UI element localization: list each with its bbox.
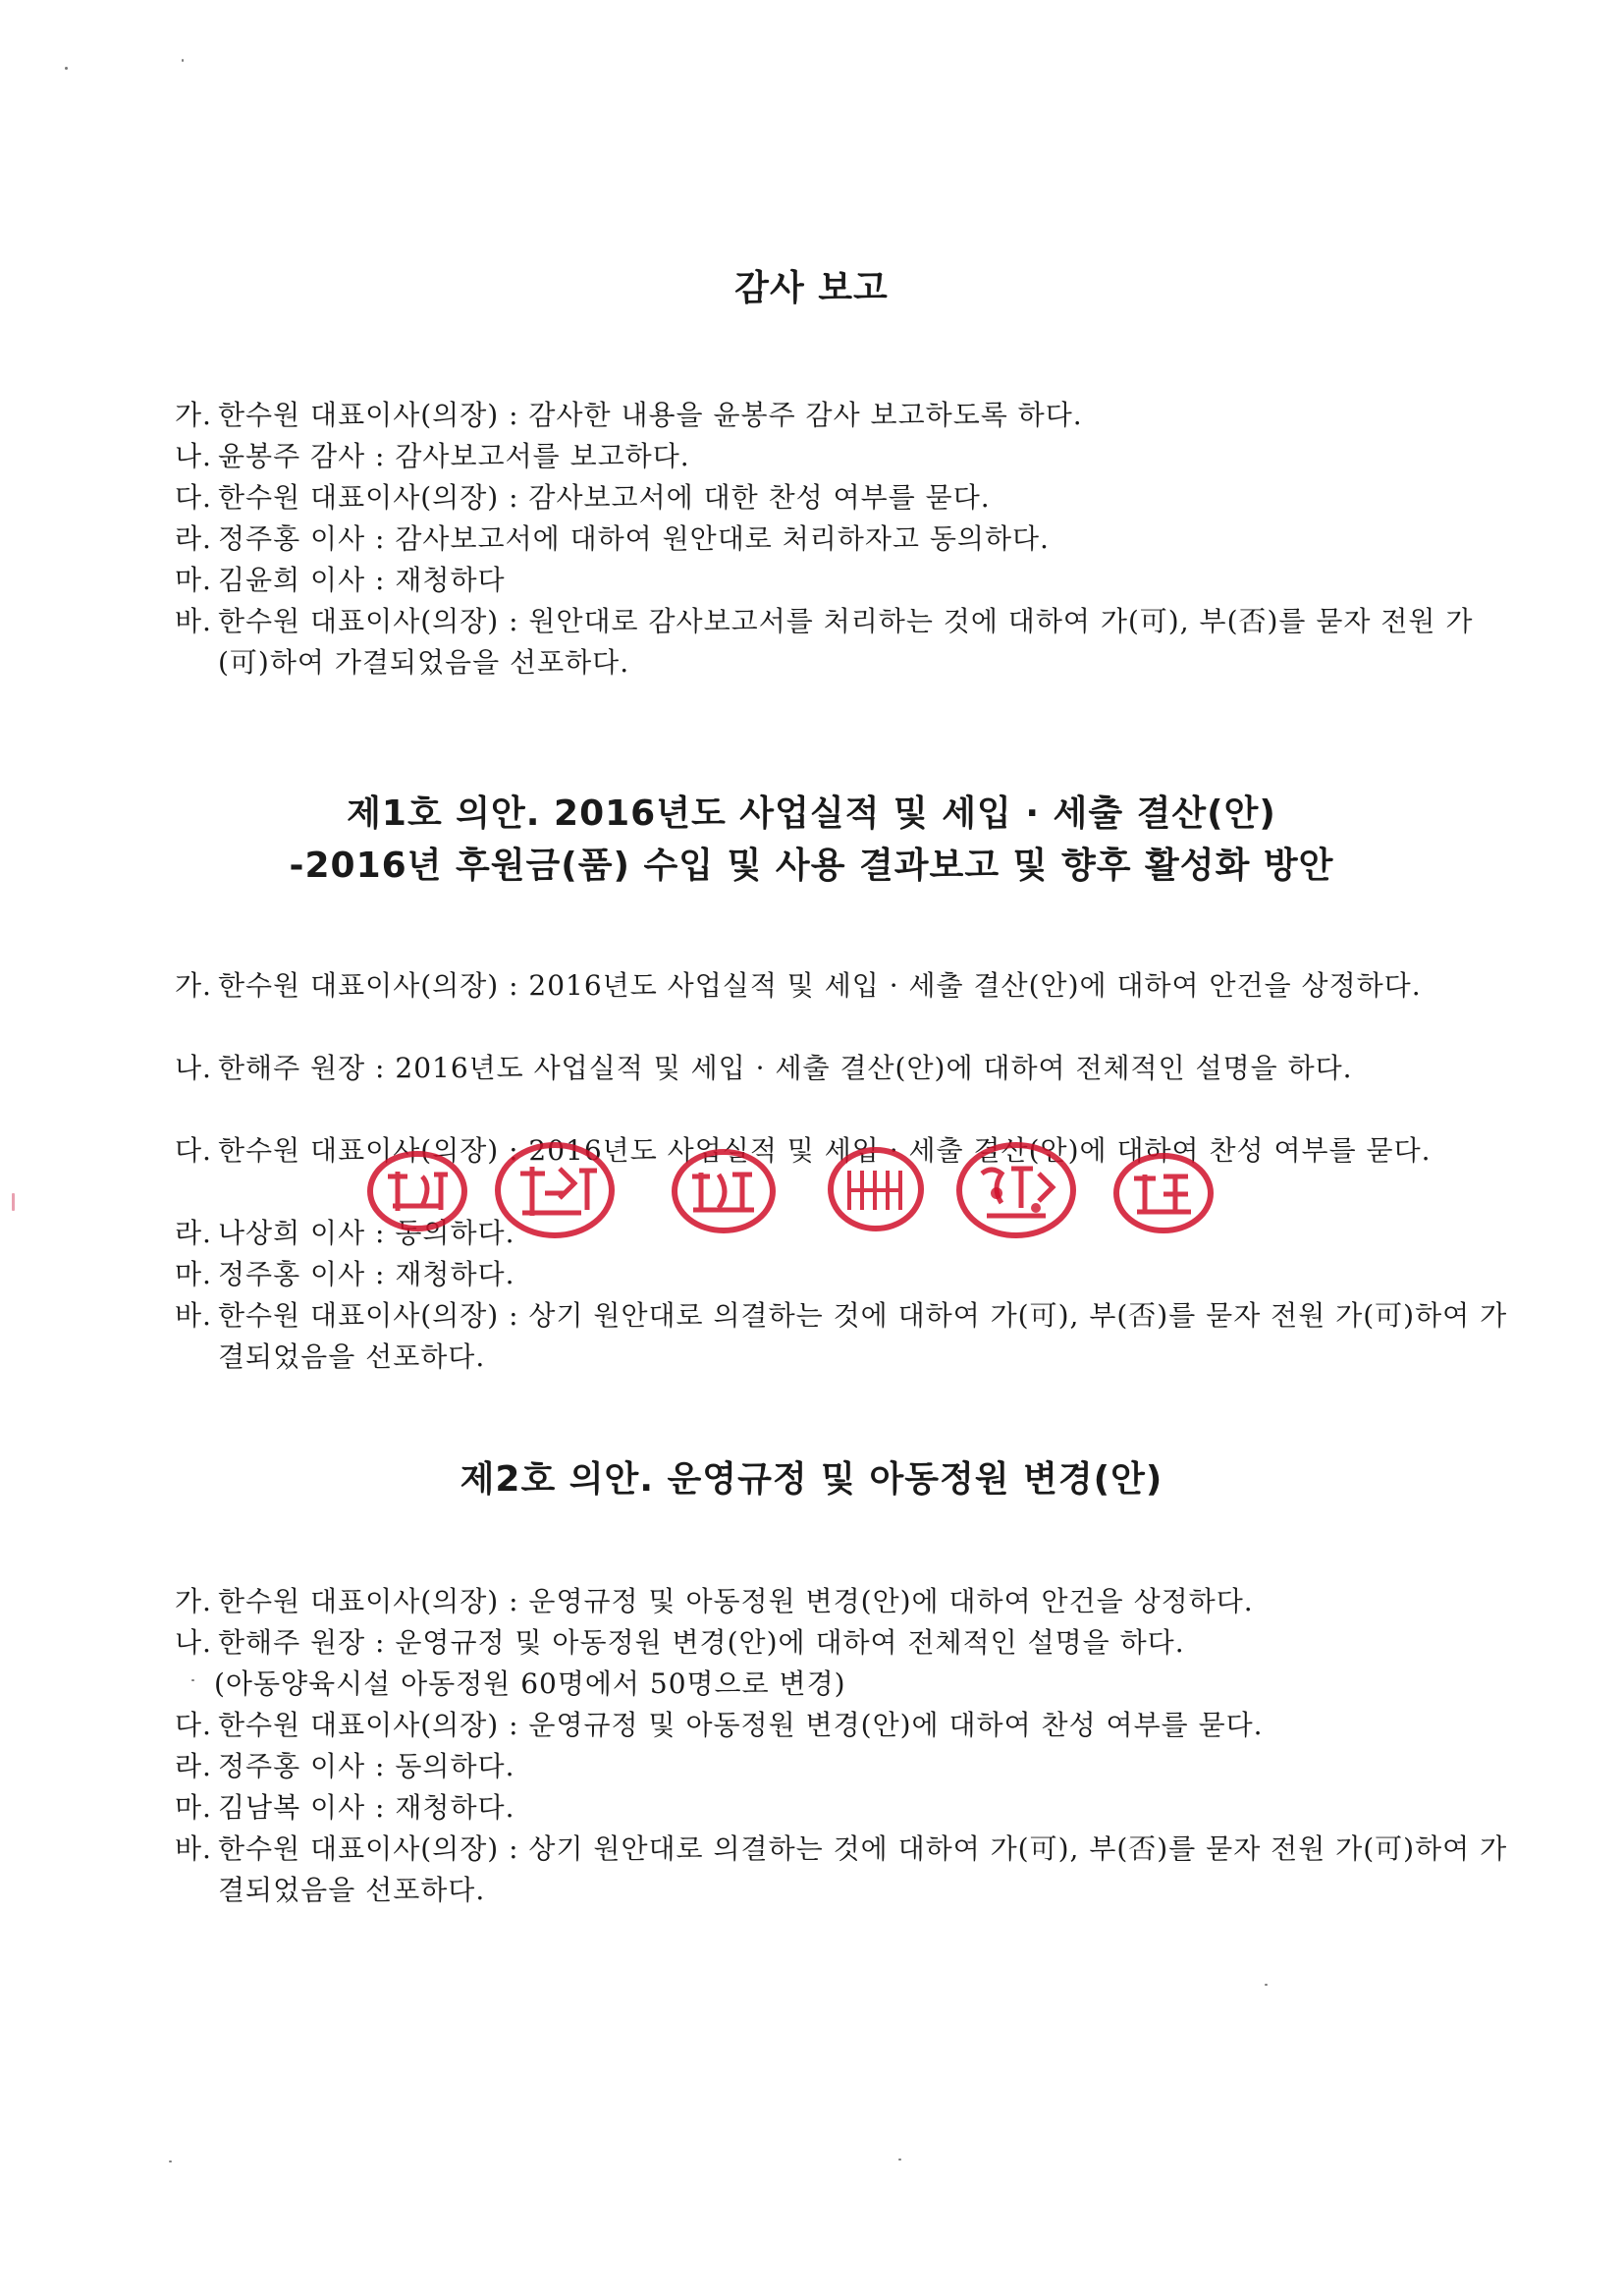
item-text: 한수원 대표이사(의장) : 상기 원안대로 의결하는 것에 대하여 가(可), 부(否)를 묻자 전원 가(可)하여 가결되었음을 선포하다. — [218, 1299, 1508, 1373]
audit-item-na — [175, 436, 1524, 477]
item-text: 한해주 원장 : 운영규정 및 아동정원 변경(안)에 대하여 전체적인 설명을 하다. — [218, 1626, 1185, 1659]
agenda1-item-ma — [175, 1254, 1524, 1295]
item-marker: 다. — [175, 1134, 212, 1167]
scan-speck — [12, 1193, 15, 1211]
item-marker: 라. — [175, 1217, 212, 1249]
seal-stamp-1 — [363, 1147, 471, 1235]
agenda1-item-na — [175, 1048, 1524, 1089]
item-marker: 나. — [175, 440, 212, 472]
audit-section-title: 감사 보고 — [734, 268, 889, 308]
audit-item-ba — [175, 601, 1524, 683]
item-text: 정주홍 이사 : 동의하다. — [218, 1750, 515, 1782]
item-text: 한수원 대표이사(의장) : 2016년도 사업실적 및 세입 · 세출 결산(안)에 대하여 찬성 여부를 묻다. — [218, 1134, 1432, 1167]
item-marker: 가. — [175, 1585, 212, 1617]
item-marker: 라. — [175, 1750, 212, 1782]
item-text: 정주홍 이사 : 감사보고서에 대하여 원안대로 처리하자고 동의하다. — [218, 522, 1050, 555]
item-marker: 마. — [175, 564, 212, 596]
item-marker: 나. — [175, 1052, 212, 1084]
audit-item-ra — [175, 519, 1524, 560]
agenda2-title: 제2호 의안. 운영규정 및 아동정원 변경(안) — [460, 1459, 1163, 1500]
agenda1-title-line2: -2016년 후원금(품) 수입 및 사용 결과보고 및 향후 활성화 방안 — [289, 846, 1334, 886]
audit-item-da — [175, 477, 1524, 519]
scan-speck — [898, 2159, 901, 2160]
scan-speck — [182, 59, 184, 62]
item-text: 나상희 이사 : 동의하다. — [218, 1217, 515, 1249]
item-marker: 바. — [175, 1832, 212, 1865]
agenda2-item-ba — [175, 1829, 1524, 1911]
scan-speck — [65, 67, 68, 70]
seal-stamp-6 — [1109, 1149, 1217, 1237]
item-text: 김남복 이사 : 재청하다. — [218, 1791, 515, 1824]
item-marker: 라. — [175, 522, 212, 555]
agenda2-item-ga — [175, 1581, 1524, 1622]
item-marker: 다. — [175, 481, 212, 514]
item-text: 한수원 대표이사(의장) : 감사한 내용을 윤봉주 감사 보고하도록 하다. — [218, 399, 1083, 431]
audit-item-ma — [175, 560, 1524, 601]
seal-stamp-2 — [491, 1139, 619, 1242]
agenda1-title-line1: 제1호 의안. 2016년도 사업실적 및 세입 · 세출 결산(안) — [347, 793, 1276, 834]
item-text: 한수원 대표이사(의장) : 상기 원안대로 의결하는 것에 대하여 가(可), 부(否)를 묻자 전원 가(可)하여 가결되었음을 선포하다. — [218, 1832, 1508, 1906]
item-marker: 마. — [175, 1791, 212, 1824]
item-marker: 가. — [175, 969, 212, 1002]
item-text: 한수원 대표이사(의장) : 운영규정 및 아동정원 변경(안)에 대하여 안건을 상정하다. — [218, 1585, 1254, 1617]
item-marker: 나. — [175, 1626, 212, 1659]
item-text: 한수원 대표이사(의장) : 원안대로 감사보고서를 처리하는 것에 대하여 가(可), 부(否)를 묻자 전원 가(可)하여 가결되었음을 선포하다. — [218, 605, 1474, 679]
item-marker: 가. — [175, 399, 212, 431]
agenda2-item-ra — [175, 1746, 1524, 1787]
seal-stamp-5 — [952, 1139, 1080, 1242]
item-marker: 바. — [175, 1299, 212, 1332]
item-marker: 마. — [175, 1258, 212, 1290]
item-text: 한해주 원장 : 2016년도 사업실적 및 세입 · 세출 결산(안)에 대하여 전체적인 설명을 하다. — [218, 1052, 1353, 1084]
agenda2-item-da — [175, 1705, 1524, 1746]
scan-speck — [191, 1679, 194, 1681]
item-text: 김윤희 이사 : 재청하다 — [218, 564, 506, 596]
agenda2-item-na — [175, 1622, 1524, 1664]
item-marker: 다. — [175, 1709, 212, 1741]
scan-speck — [169, 2160, 172, 2162]
seal-stamp-3 — [668, 1145, 781, 1238]
item-text: 한수원 대표이사(의장) : 운영규정 및 아동정원 변경(안)에 대하여 찬성 여부를 묻다. — [218, 1709, 1264, 1741]
agenda2-note: (아동양육시설 아동정원 60명에서 50명으로 변경) — [214, 1667, 846, 1700]
item-text: 한수원 대표이사(의장) : 감사보고서에 대한 찬성 여부를 묻다. — [218, 481, 991, 514]
seal-stamp-4 — [825, 1143, 928, 1236]
item-marker: 바. — [175, 605, 212, 637]
seal-impressions — [363, 1139, 1227, 1247]
audit-item-ga — [175, 395, 1524, 436]
agenda2-item-ma — [175, 1787, 1524, 1829]
item-text: 한수원 대표이사(의장) : 2016년도 사업실적 및 세입 · 세출 결산(안)에 대하여 안건을 상정하다. — [218, 969, 1422, 1002]
agenda1-item-ga — [175, 965, 1524, 1007]
item-text: 윤봉주 감사 : 감사보고서를 보고하다. — [218, 440, 690, 472]
scan-speck — [1265, 1984, 1268, 1986]
agenda1-item-ba — [175, 1295, 1524, 1378]
item-text: 정주홍 이사 : 재청하다. — [218, 1258, 515, 1290]
